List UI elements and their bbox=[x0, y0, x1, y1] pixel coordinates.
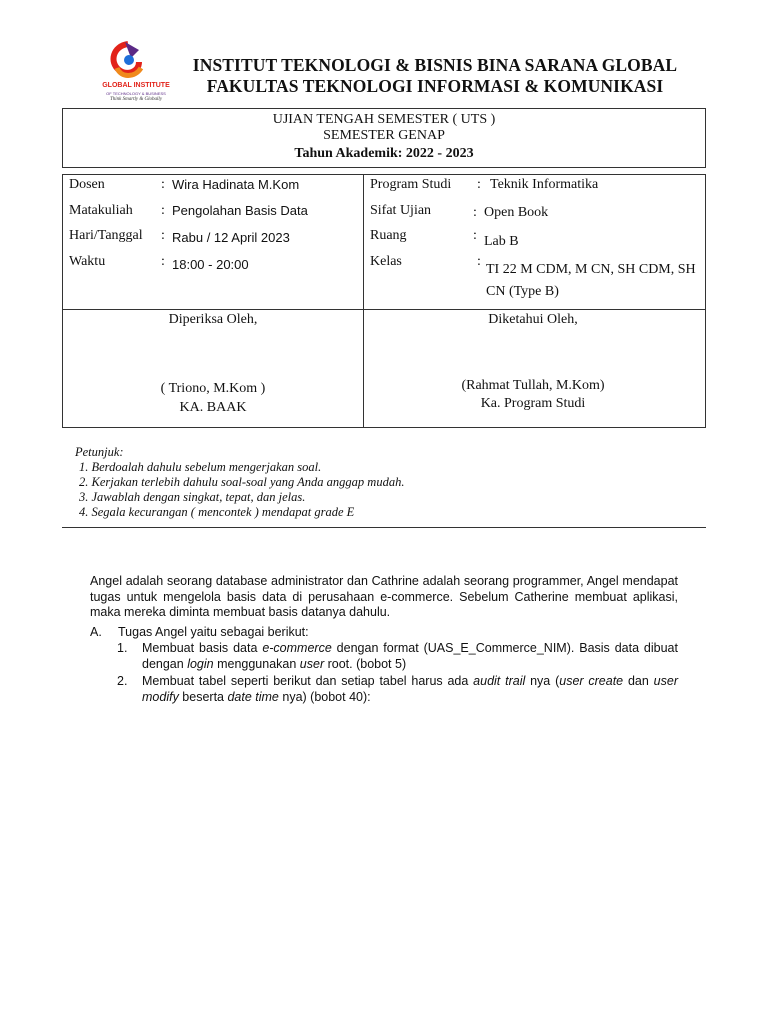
label-sifat-ujian: Sifat Ujian bbox=[370, 203, 432, 218]
colon: : bbox=[161, 203, 165, 218]
section-a-marker: A. bbox=[90, 625, 102, 639]
value-waktu: 18:00 - 20:00 bbox=[172, 257, 249, 272]
colon: : bbox=[161, 254, 165, 269]
value-ruang: Lab B bbox=[484, 234, 519, 249]
checked-by-role: KA. BAAK bbox=[179, 400, 247, 415]
section-a-title: Tugas Angel yaitu sebagai berikut: bbox=[118, 625, 309, 639]
instruction-item: 3. Jawablah dengan singkat, tepat, dan jelas. bbox=[79, 490, 306, 504]
instructions-block bbox=[75, 445, 404, 520]
colon: : bbox=[473, 228, 477, 243]
instructions-title: Petunjuk: bbox=[75, 445, 124, 459]
logo-subtitle: OF TECHNOLOGY & BUSINESS bbox=[106, 91, 166, 96]
item-2-number: 2. bbox=[117, 674, 128, 688]
item-1-number: 1. bbox=[117, 641, 128, 655]
checked-by-name: ( Triono, M.Kom ) bbox=[160, 381, 266, 396]
label-kelas: Kelas bbox=[370, 254, 402, 269]
institution-name: INSTITUT TEKNOLOGI & BISNIS BINA SARANA GLOBAL bbox=[192, 55, 678, 75]
item-2-text: Membuat tabel seperti berikut dan setiap tabel harus ada audit trail nya (user create dan user modify beserta date time nya) (bobot 40): bbox=[142, 674, 678, 704]
semester-label: SEMESTER GENAP bbox=[323, 128, 445, 143]
value-dosen: Wira Hadinata M.Kom bbox=[172, 177, 300, 192]
value-program-studi: Teknik Informatika bbox=[490, 177, 599, 192]
approved-by-label: Diketahui Oleh, bbox=[488, 312, 578, 327]
instruction-item: 1. Berdoalah dahulu sebelum mengerjakan soal. bbox=[79, 460, 322, 474]
instruction-item: 4. Segala kecurangan ( mencontek ) mendapat grade E bbox=[79, 505, 355, 519]
table-divider-horizontal bbox=[63, 309, 705, 310]
value-hari-tanggal: Rabu / 12 April 2023 bbox=[172, 230, 290, 245]
label-hari-tanggal: Hari/Tanggal bbox=[69, 228, 143, 243]
value-sifat-ujian: Open Book bbox=[484, 205, 549, 220]
exam-title: UJIAN TENGAH SEMESTER ( UTS ) bbox=[272, 112, 496, 127]
exam-info-table bbox=[62, 174, 706, 428]
intro-paragraph: Angel adalah seorang database administrator dan Cathrine adalah seorang programmer, Angel mendapat tugas untuk mengelola basis data di perusahaan e-commerce. Sebelum Catherine membuat aplikasi, maka mereka diminta membuat basis datanya dahulu. bbox=[90, 574, 678, 619]
colon: : bbox=[473, 205, 477, 220]
institute-logo bbox=[95, 38, 177, 108]
label-ruang: Ruang bbox=[370, 228, 407, 243]
instruction-item: 2. Kerjakan terlebih dahulu soal-soal yang Anda anggap mudah. bbox=[79, 475, 405, 489]
value-matakuliah: Pengolahan Basis Data bbox=[172, 203, 308, 218]
colon: : bbox=[477, 254, 481, 269]
item-1-text: Membuat basis data e-commerce dengan format (UAS_E_Commerce_NIM). Basis data dibuat dengan login menggunakan user root. (bobot 5) bbox=[142, 641, 678, 671]
approved-by-name: (Rahmat Tullah, M.Kom) bbox=[461, 378, 605, 393]
faculty-name: FAKULTAS TEKNOLOGI INFORMASI & KOMUNIKASI bbox=[206, 76, 664, 96]
colon: : bbox=[477, 177, 481, 192]
approved-by-role: Ka. Program Studi bbox=[480, 396, 586, 411]
label-dosen: Dosen bbox=[69, 177, 105, 192]
table-divider-vertical bbox=[363, 175, 364, 427]
colon: : bbox=[161, 177, 165, 192]
section-divider bbox=[62, 527, 706, 528]
label-waktu: Waktu bbox=[69, 254, 106, 269]
academic-year: Tahun Akademik: 2022 - 2023 bbox=[294, 146, 474, 161]
colon: : bbox=[161, 228, 165, 243]
label-matakuliah: Matakuliah bbox=[69, 203, 133, 218]
checked-by-label: Diperiksa Oleh, bbox=[168, 312, 258, 327]
logo-name: GLOBAL INSTITUTE bbox=[102, 82, 170, 89]
value-kelas: TI 22 M CDM, M CN, SH CDM, SH CN (Type B) bbox=[486, 262, 696, 299]
exam-title-box bbox=[62, 108, 706, 168]
logo-tagline: Think Smartly & Globally bbox=[109, 97, 163, 102]
label-program-studi: Program Studi bbox=[370, 177, 452, 192]
